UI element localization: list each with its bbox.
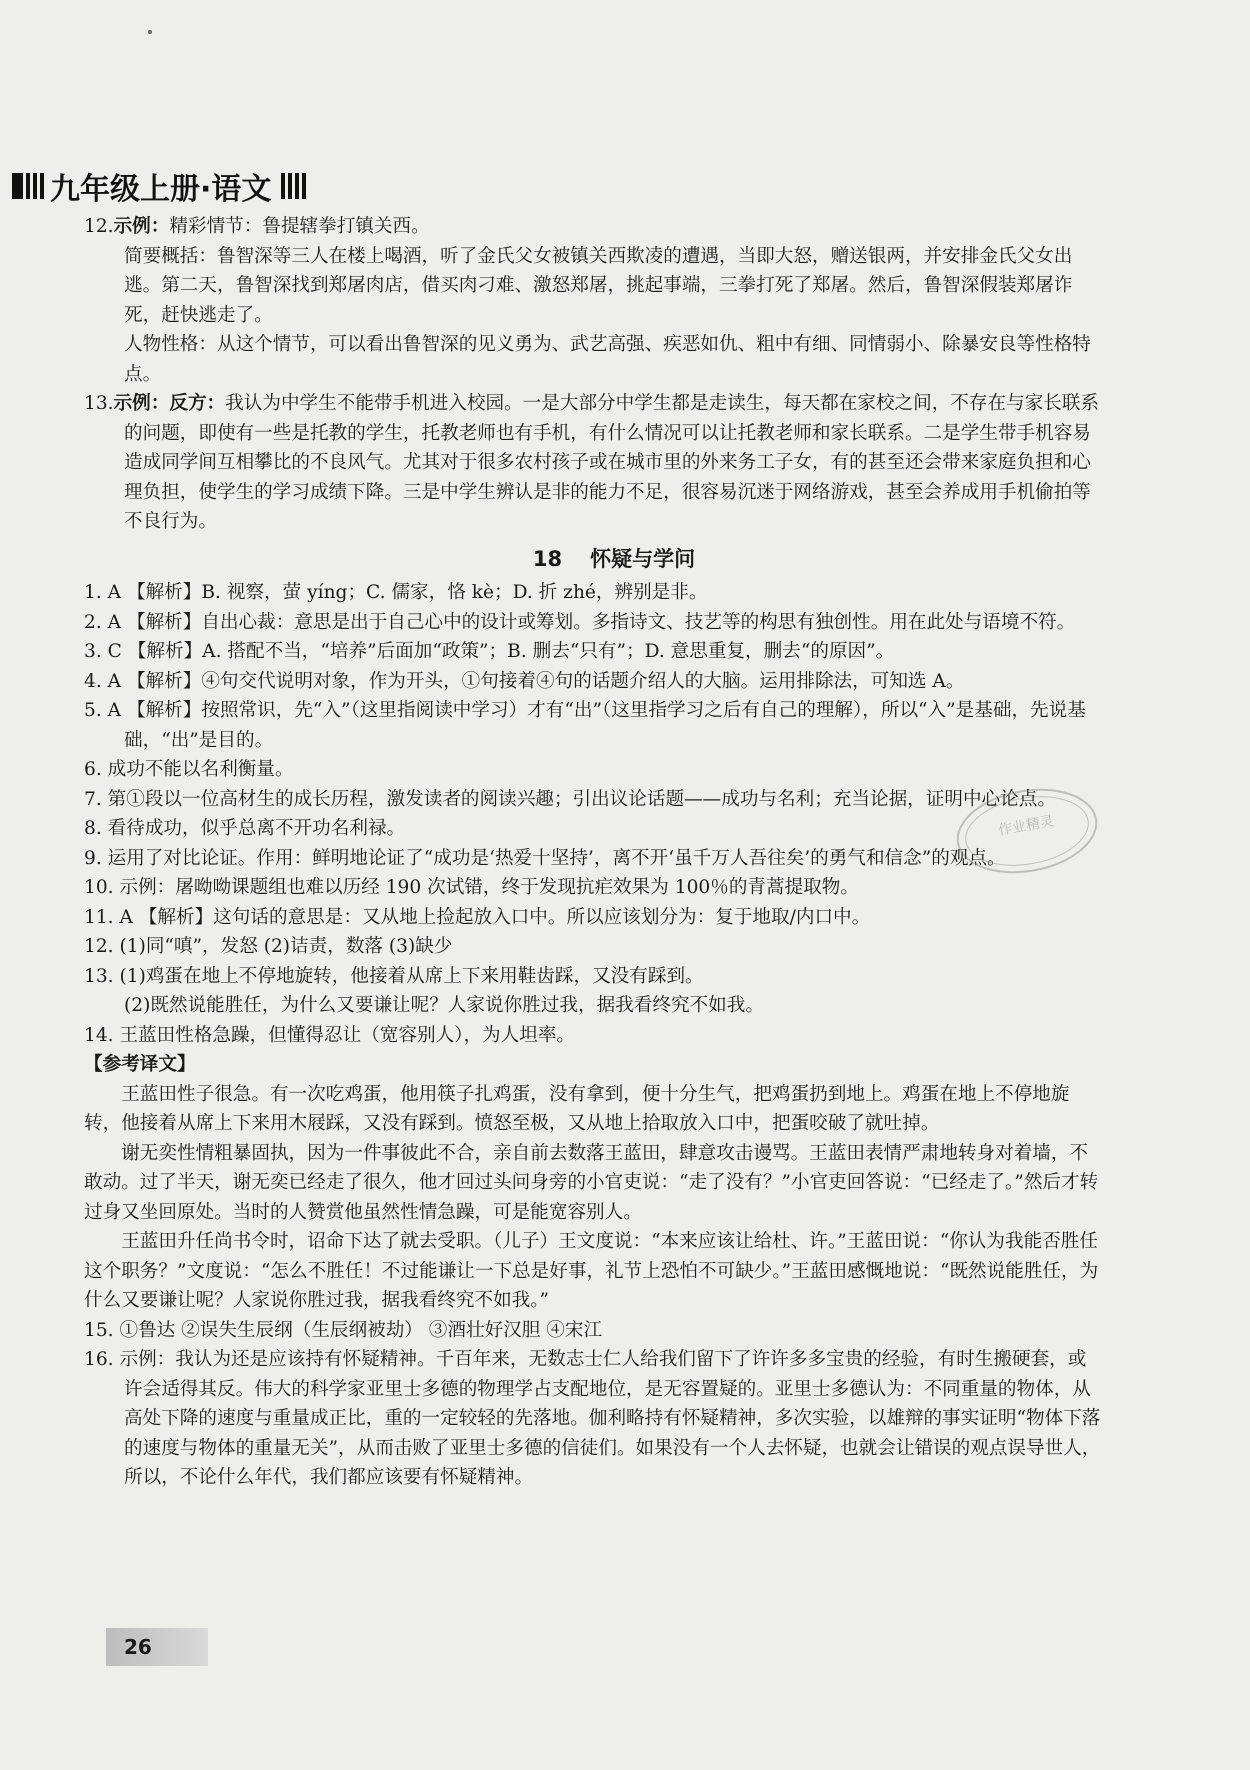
answer-item: 13. (1)鸡蛋在地上不停地旋转，他接着从席上下来用鞋齿踩，又没有踩到。 xyxy=(84,965,704,987)
answer-item: 15. ①鲁达 ②误失生辰纲（生辰纲被劫） ③酒壮好汉胆 ④宋江 xyxy=(84,1319,603,1341)
item-line: 人物性格：从这个情节，可以看出鲁智深的见义勇为、武艺高强、疾恶如仇、粗中有细、同情弱小、除暴安良等性格特点。 xyxy=(124,334,1091,385)
translation-heading: 【参考译文】 xyxy=(84,1054,196,1075)
item-line: 精彩情节：鲁提辖拳打镇关西。 xyxy=(169,216,430,237)
item-line: 简要概括：鲁智深等三人在楼上喝酒，听了金氏父女被镇关西欺凌的遭遇，当即大怒，赠送银两，并安排金氏父女出逃。第二天，鲁智深找到郑屠肉店，借买肉刁难、激怒郑屠，挑起事端，三拳打死了郑屠。然后，鲁智深假装郑屠诈死，赶快逃走了。 xyxy=(124,245,1073,326)
answer-item: 4. A 【解析】④句交代说明对象，作为开头，①句接着④句的话题介绍人的大脑。运用排除法，可知选 A。 xyxy=(84,670,965,692)
item-text: 我认为中学生不能带手机进入校园。一是大部分中学生都是走读生，每天都在家校之间，不存在与家长联系的问题，即使有一些是托教的学生，托教老师也有手机，有什么情况可以让托教老师和家长联系。二是学生带手机容易造成同学间互相攀比的不良风气。尤其对于很多农村孩子或在城市里的外来务工子女，有的甚至还会带来家庭负担和心理负担，使学生的学习成绩下降。三是中学生辨认是非的能力不足，很容易沉迷于网络游戏，甚至会养成用手机偷拍等不良行为。 xyxy=(124,393,1100,532)
answer-item: (2)既然说能胜任，为什么又要谦让呢？人家说你胜过我，据我看终究不如我。 xyxy=(124,995,764,1016)
answer-item: 7. 第①段以一位高材生的成长历程，激发读者的阅读兴趣；引出议论话题——成功与名利；充当论据，证明中心论点。 xyxy=(84,788,1056,810)
answer-item: 5. A 【解析】按照常识，先“入”（这里指阅读中学习）才有“出”（这里指学习之后有自己的理解），所以“入”是基础，先说基础，“出”是目的。 xyxy=(84,700,1086,751)
lesson-number: 18 xyxy=(532,546,563,571)
answer-item: 6. 成功不能以名利衡量。 xyxy=(84,759,294,780)
answer-item: 1. A 【解析】B. 视察，萤 yíng；C. 儒家，恪 kè；D. 折 zhé，辨别是非。 xyxy=(84,582,708,603)
page-header xyxy=(12,164,306,208)
item-number: 13. xyxy=(84,393,114,414)
header-bars-left-icon xyxy=(12,173,44,199)
answer-item: 11. A 【解析】这句话的意思是：又从地上捡起放入口中。所以应该划分为：复于地取/内口中。 xyxy=(84,906,871,928)
answer-item: 14. 王蓝田性格急躁，但懂得忍让（宽容别人），为人坦率。 xyxy=(84,1024,576,1046)
answer-item: 16. 示例：我认为还是应该持有怀疑精神。千百年来，无数志士仁人给我们留下了许许多多宝贵的经验，有时生搬硬套，或许会适得其反。伟大的科学家亚里士多德的物理学占支配地位，是无容置疑的。亚里士多德认为：不同重量的物体，从高处下降的速度与重量成正比，重的一定较轻的先落地。伽利略持有怀疑精神，多次实验，以雄辩的事实证明“物体下落的速度与物体的重量无关”，从而击败了亚里士多德的信徒们。如果没有一个人去怀疑，也就会让错误的观点误导世人，所以，不论什么年代，我们都应该要有怀疑精神。 xyxy=(84,1349,1101,1488)
translation-paragraph: 王蓝田性子很急。有一次吃鸡蛋，他用筷子扎鸡蛋，没有拿到，便十分生气，把鸡蛋扔到地上。鸡蛋在地上不停地旋转，他接着从席上下来用木屐踩，又没有踩到。愤怒至极，又从地上拾取放入口中，把蛋咬破了就吐掉。 xyxy=(84,1083,1070,1134)
answer-item: 3. C 【解析】A. 搭配不当，“培养”后面加“政策”；B. 删去“只有”；D. 意思重复，删去“的原因”。 xyxy=(84,641,895,662)
item-label: 示例：反方： xyxy=(113,393,226,414)
answer-12-prev xyxy=(84,212,1104,389)
item-number: 12. xyxy=(84,216,114,237)
lesson-name: 怀疑与学问 xyxy=(590,546,696,571)
translation-paragraph: 王蓝田升任尚书令时，诏命下达了就去受职。（儿子）王文度说：“本来应该让给杜、许。”王蓝田说：“你认为我能否胜任这个职务？”文度说：“怎么不胜任！不过能谦让一下总是好事，礼节上恐怕不可缺少。”王蓝田感慨地说：“既然说能胜任，为什么又要谦让呢？人家说你胜过我，据我看终究不如我。” xyxy=(84,1231,1099,1311)
scan-speck xyxy=(148,30,152,34)
translation-paragraph: 谢无奕性情粗暴固执，因为一件事彼此不合，亲自前去数落王蓝田，肆意攻击谩骂。王蓝田表情严肃地转身对着墙，不敢动。过了半天，谢无奕已经走了很久，他才回过头问身旁的小官吏说：“走了没有？”小官吏回答说：“已经走了。”然后才转过身又坐回原处。当时的人赞赏他虽然性情急躁，可是能宽容别人。 xyxy=(84,1142,1099,1223)
answer-item: 9. 运用了对比论证。作用：鲜明地论证了“成功是‘热爱十坚持’，离不开‘虽千万人吾往矣’的勇气和信念”的观点。 xyxy=(84,847,1006,869)
answer-item: 2. A 【解析】自出心裁：意思是出于自己心中的设计或筹划。多指诗文、技艺等的构思有独创性。用在此处与语境不符。 xyxy=(84,611,1076,633)
answer-item: 12. (1)同“嗔”，发怒 (2)诘责，数落 (3)缺少 xyxy=(84,936,453,957)
page-number: 26 xyxy=(106,1628,208,1666)
answer-13-prev xyxy=(84,389,1104,537)
answer-item: 10. 示例：屠呦呦课题组也难以历经 190 次试错，终于发现抗疟效果为 100％的青蒿提取物。 xyxy=(84,877,859,898)
header-title: 九年级上册·语文 xyxy=(50,172,272,207)
lesson-title xyxy=(84,545,1104,575)
stamp-text: 作业精灵 xyxy=(997,813,1056,839)
header-bars-right-icon xyxy=(281,173,306,199)
answer-content xyxy=(84,212,1104,1493)
item-label: 示例： xyxy=(113,216,170,237)
answer-item: 8. 看待成功，似乎总离不开功名利禄。 xyxy=(84,818,406,839)
